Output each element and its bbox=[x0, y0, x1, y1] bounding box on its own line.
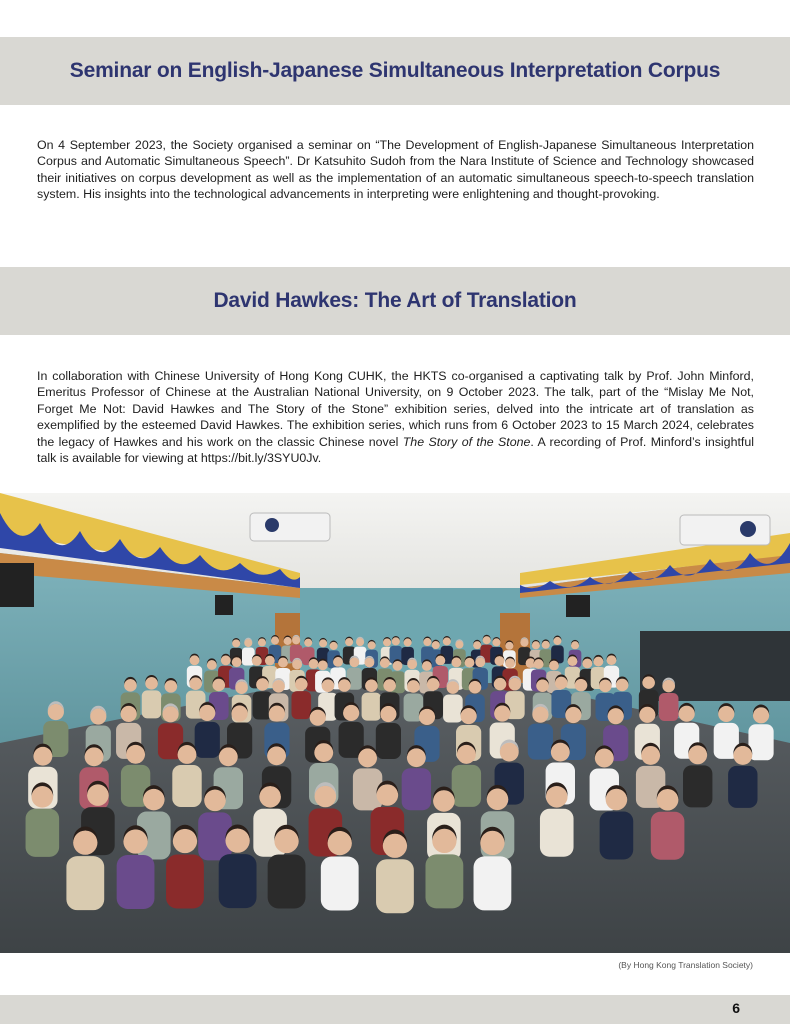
section-1-body: On 4 September 2023, the Society organised a seminar on “The Development of English-Japanese Simultaneous Interpretation Corpus and Automatic Simultaneous Speech”. Dr Katsuhito Sudoh from the Nara Institute of Science and Technology showcased their initiatives on corpus development as well as the implementation of an automatic simultaneous speech-to-speech translation system. His insights into the technological advancements in interpreting were enlightening and thought-provoking. bbox=[37, 138, 754, 202]
section-2-body-text-end: . A recording of Prof. Minford’s insightful talk is available for viewing at https://bit.ly/3SYU0Jv. bbox=[37, 434, 754, 466]
section-2-body-text: In collaboration with Chinese University of Hong Kong CUHK, the HKTS co-organised a captivating talk by Prof. John Minford, Emeritus Professor of Chinese at the Australian National University, on 9 October 2023. The talk, part of the “Mislay Me Not, Forget Me Not: David Hawkes and The Story of the Stone” exhibition series, delved into the intricate art of translation as exemplified by the esteemed David Hawkes. The exhibition series, which runs from 6 October 2023 to 15 March 2024, celebrates the legacy of Hawkes and his work on the classic Chinese novel bbox=[37, 369, 754, 449]
section-2-heading-band bbox=[0, 267, 790, 335]
page-footer bbox=[0, 995, 790, 1024]
section-2-body bbox=[37, 368, 754, 466]
novel-title: The Story of the Stone bbox=[402, 434, 531, 449]
section-2-heading: David Hawkes: The Art of Translation bbox=[213, 289, 577, 312]
page-number: 6 bbox=[732, 1000, 740, 1016]
section-1-heading-band bbox=[0, 37, 790, 105]
photo-credit: (By Hong Kong Translation Society) bbox=[618, 960, 753, 970]
section-1-heading: Seminar on English-Japanese Simultaneous Interpretation Corpus bbox=[69, 59, 721, 82]
group-photo bbox=[0, 493, 790, 953]
group-photo-illustration bbox=[0, 493, 790, 953]
